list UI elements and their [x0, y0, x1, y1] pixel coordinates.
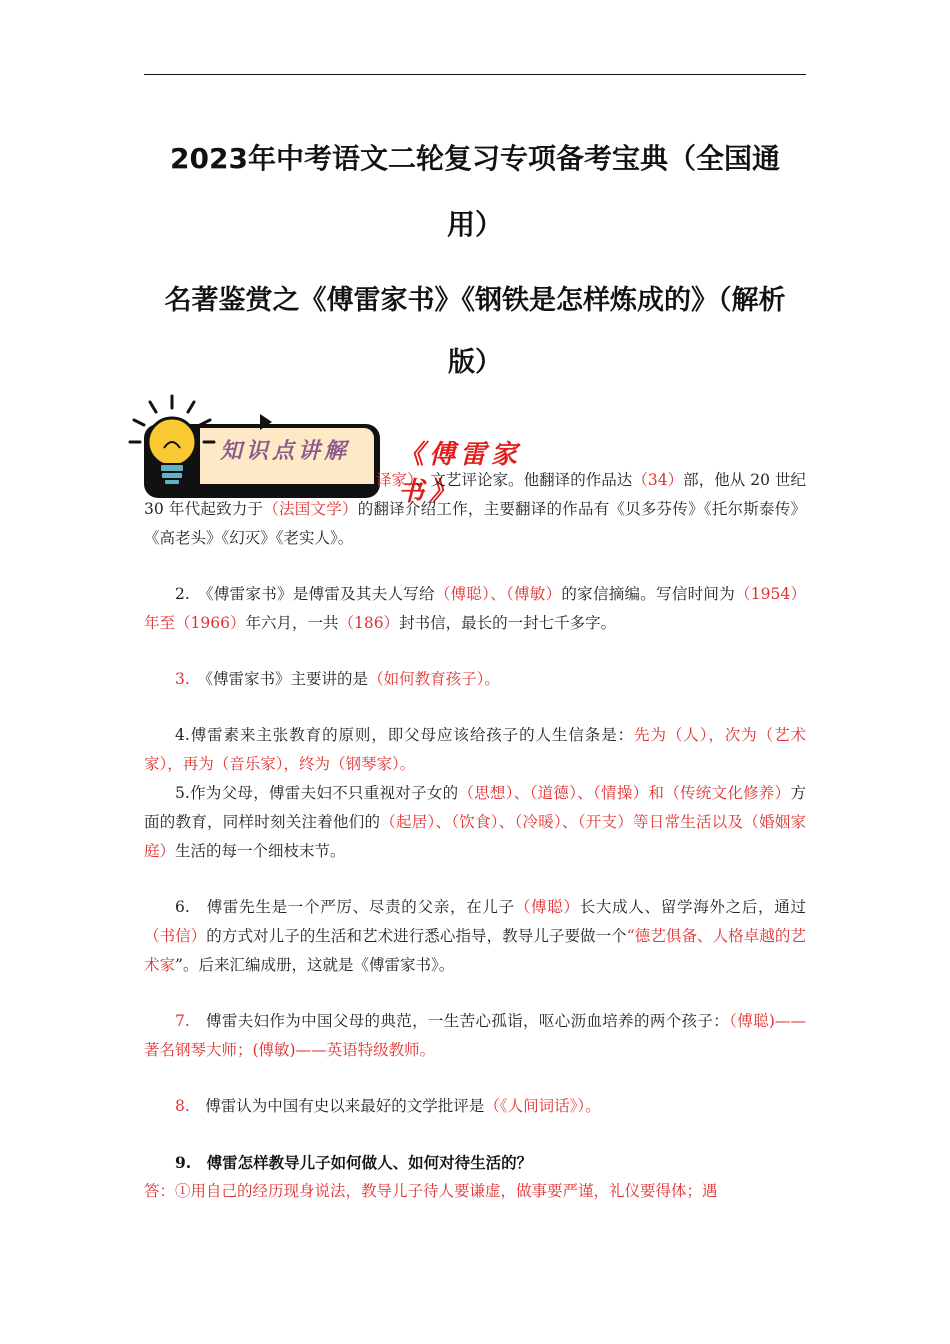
page-subtitle [144, 270, 806, 394]
item-1-answer-2: （34） [632, 471, 684, 489]
item-2-text-4: 封书信，最长的一封七千多字。 [399, 614, 617, 632]
header-rule [144, 74, 806, 75]
item-6-answer-2: （书信） [144, 927, 207, 945]
item-5-text-3: 生活的每一个细枝末节。 [175, 842, 346, 860]
list-item-2 [144, 580, 806, 638]
page-title-line-2: 用） [446, 208, 503, 241]
item-8-answer: （《人间词话》）。 [484, 1097, 601, 1115]
item-7-number: 7. [175, 1012, 190, 1030]
banner-label: 知识点讲解 [220, 439, 351, 464]
item-5-text-2: 方面的教育，同样时刻关注着他们的 [144, 784, 806, 831]
item-6-answer-1: （傅聪） [514, 898, 580, 916]
list-item-6 [144, 893, 806, 980]
item-6-text-1: 6. 傅雷先生是一个严厉、尽责的父亲，在儿子 [175, 898, 515, 916]
item-7-text: 傅雷夫妇作为中国父母的典范，一生苦心孤诣，呕心沥血培养的两个孩子： [189, 1012, 730, 1030]
item-2-answer-3: （186） [338, 614, 400, 632]
item-5-text-1: 5.作为父母，傅雷夫妇不只重视对子女的 [175, 784, 459, 802]
list-item-5 [144, 779, 806, 866]
page-title [144, 126, 806, 258]
item-6-text-3: 的方式对儿子的生活和艺术进行悉心指导，教导儿子要做一个 [206, 927, 627, 945]
item-6-text-4: ”。后来汇编成册，这就是《傅雷家书》。 [175, 956, 455, 974]
list-item-8 [144, 1092, 806, 1121]
document-body [144, 466, 806, 1206]
item-1-text-3: 的翻译介绍工作，主要翻译的作品有《贝多芬传》《托尔斯泰传》《高老头》《幻灭》《老实人》。 [144, 500, 806, 547]
item-3-answer: （如何教育孩子）。 [368, 670, 500, 688]
list-item-9-question: 9. 傅雷怎样教导儿子如何做人、如何对待生活的？ [175, 1153, 533, 1172]
item-5-answer-2: （起居）、（饮食）、（冷暖）、（开支）等日常生活以及（婚姻家庭） [144, 813, 806, 860]
item-1-answer-3: （法国文学） [263, 500, 358, 518]
banner-book-title: 《傅雷家书》 [398, 440, 523, 507]
item-1-answer-1: 译家） [376, 471, 415, 489]
item-2-text-3: 年六月，一共 [245, 614, 339, 632]
item-6-text-2: 长大成人、留学海外之后，通过 [579, 898, 806, 916]
item-3-text: 《傅雷家书》主要讲的是 [189, 670, 369, 688]
play-triangle-icon [260, 414, 272, 430]
list-item-1 [144, 466, 806, 553]
list-item-4 [144, 721, 806, 779]
page-subtitle-line-1: 名著鉴赏之《傅雷家书》《钢铁是怎样炼成的》（解析 [164, 285, 786, 316]
item-4-text: 4.傅雷素来主张教育的原则，即父母应该给孩子的人生信条是： [175, 726, 635, 744]
item-8-text: 傅雷认为中国有史以来最好的文学批评是 [189, 1097, 485, 1115]
item-7-answer: （傅聪)——著名钢琴大师；(傅敏)——英语特级教师。 [144, 1012, 806, 1059]
page-title-line-1: 2023年中考语文二轮复习专项备考宝典（全国通 [170, 142, 780, 175]
list-item-7 [144, 1007, 806, 1065]
item-6-answer-3: “德艺俱备、人格卓越的艺术家 [144, 927, 806, 974]
item-2-answer-1: （傅聪）、（傅敏） [434, 585, 562, 603]
item-2-text-1: 2. 《傅雷家书》是傅雷及其夫人写给 [175, 585, 435, 603]
list-item-3 [144, 665, 806, 694]
item-4-answer: 先为（人），次为（艺术家），再为（音乐家），终为（钢琴家）。 [144, 726, 806, 773]
item-5-answer-1: （思想）、（道德）、（情操）和（传统文化修养） [458, 784, 791, 802]
item-1-text-2: 部，他从 20 世纪 30 年代起致力于 [144, 471, 806, 518]
item-2-text-2: 的家信摘编。写信时间为 [561, 585, 735, 603]
list-item-9-answer: 答：①用自己的经历现身说法，教导儿子待人要谦虚，做事要严谨，礼仪要得体；遇 [144, 1182, 718, 1200]
item-3-number: 3. [175, 670, 190, 688]
item-1-text-1: 、文艺评论家。他翻译的作品达 [414, 471, 633, 489]
item-2-answer-2: （1954）年至（1966） [144, 585, 806, 632]
page-subtitle-line-2: 版） [448, 347, 502, 378]
item-8-number: 8. [175, 1097, 190, 1115]
